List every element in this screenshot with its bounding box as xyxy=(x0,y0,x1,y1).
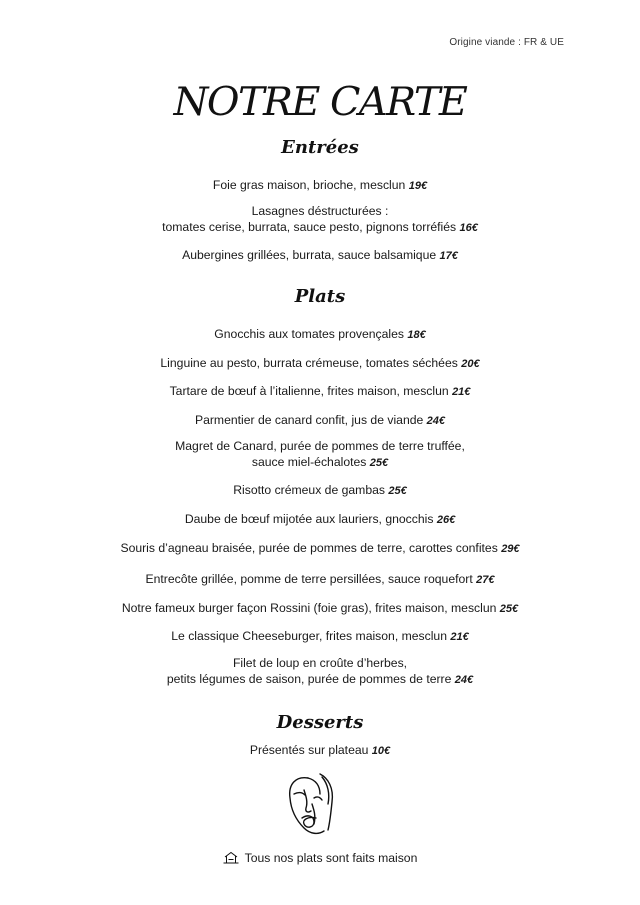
item-description: Foie gras maison, brioche, mesclun xyxy=(212,178,406,192)
item-description: Lasagnes déstructurées : xyxy=(251,204,389,218)
menu-item xyxy=(0,326,640,343)
item-description: Présentés sur plateau xyxy=(249,743,369,757)
menu-item xyxy=(0,655,640,688)
item-price: 17€ xyxy=(439,250,458,262)
item-description: Souris d’agneau braisée, purée de pommes de terre, carottes confites xyxy=(120,541,498,555)
meat-origin-note: Origine viande : FR & UE xyxy=(449,37,564,48)
menu-item xyxy=(0,438,640,471)
item-description: Risotto crémeux de gambas xyxy=(233,483,385,497)
item-price: 21€ xyxy=(452,386,471,398)
menu-item xyxy=(0,412,640,429)
item-description: Filet de loup en croûte d’herbes, xyxy=(232,656,408,670)
item-description-line2: petits légumes de saison, purée de pommes de terre xyxy=(166,672,452,686)
item-description: Daube de bœuf mijotée aux lauriers, gnocchis xyxy=(184,512,434,526)
item-price: 18€ xyxy=(407,329,426,341)
item-description: Linguine au pesto, burrata crémeuse, tomates séchées xyxy=(160,356,458,370)
item-description: Aubergines grillées, burrata, sauce balsamique xyxy=(182,248,437,262)
menu-title: NOTRE CARTE xyxy=(173,80,467,125)
menu-item xyxy=(0,540,640,557)
face-line-art-logo xyxy=(284,772,342,838)
section-title-desserts: Desserts xyxy=(276,712,364,733)
section-title-plats: Plats xyxy=(294,286,346,307)
item-description-line2: sauce miel-échalotes xyxy=(251,455,367,469)
item-description: Gnocchis aux tomates provençales xyxy=(214,327,404,341)
item-description: Magret de Canard, purée de pommes de terre truffée, xyxy=(175,439,465,453)
item-price: 16€ xyxy=(459,222,478,234)
item-description: Parmentier de canard confit, jus de viande xyxy=(194,413,424,427)
item-price: 25€ xyxy=(369,457,389,469)
menu-item xyxy=(0,742,640,759)
menu-item xyxy=(0,383,640,400)
item-price: 25€ xyxy=(499,603,519,615)
item-price: 20€ xyxy=(461,358,480,370)
item-description-line2: tomates cerise, burrata, sauce pesto, pignons torréfiés xyxy=(162,220,457,234)
item-description: Entrecôte grillée, pomme de terre persillées, sauce roquefort xyxy=(145,572,473,586)
item-price: 19€ xyxy=(408,180,428,192)
item-price: 26€ xyxy=(436,514,456,526)
item-description: Le classique Cheeseburger, frites maison, mesclun xyxy=(171,629,447,643)
menu-item xyxy=(0,482,640,499)
menu-item xyxy=(0,600,640,617)
menu-item xyxy=(0,571,640,588)
section-title-entrees: Entrées xyxy=(281,137,359,158)
item-price: 24€ xyxy=(426,415,446,427)
item-price: 27€ xyxy=(476,574,495,586)
item-price: 25€ xyxy=(388,485,407,497)
item-price: 29€ xyxy=(501,543,520,555)
menu-item xyxy=(0,177,640,194)
menu-item xyxy=(0,511,640,528)
item-description: Notre fameux burger façon Rossini (foie gras), frites maison, mesclun xyxy=(121,601,497,615)
item-description: Tartare de bœuf à l’italienne, frites maison, mesclun xyxy=(169,384,449,398)
house-icon xyxy=(223,851,239,864)
menu-item xyxy=(0,355,640,372)
item-price: 21€ xyxy=(450,631,469,643)
item-price: 10€ xyxy=(371,745,391,757)
footer-text: Tous nos plats sont faits maison xyxy=(244,851,418,865)
item-price: 24€ xyxy=(454,674,474,686)
menu-item xyxy=(0,247,640,264)
footer-note xyxy=(0,851,640,865)
menu-item xyxy=(0,203,640,236)
menu-item xyxy=(0,628,640,645)
